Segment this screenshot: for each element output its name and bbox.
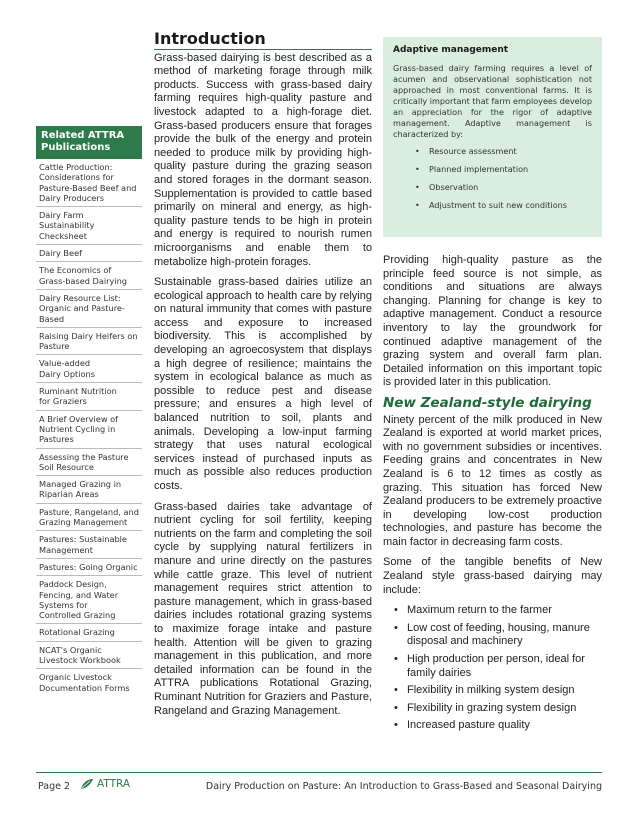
sidebar-item[interactable]: Rotational Grazing xyxy=(36,624,142,641)
sidebar-item[interactable]: Dairy Resource List: Organic and Pasture-Based xyxy=(36,290,142,328)
right-paragraph-3: Some of the tangible benefits of New Zealand style grass-based dairying may include: xyxy=(383,556,602,596)
benefit-item: • Flexibility in milking system design xyxy=(407,684,602,698)
sidebar-item[interactable]: Ruminant Nutrition for Graziers xyxy=(36,383,142,411)
intro-paragraph-2: Sustainable grass-based dairies utilize an ecological approach to health care by relying on natural immunity that comes with pasture access and exposure to increased biodiversity. This is accomplished by developing an agroecosystem that displays a high degree of resilience; maintains the system in ecological balance as much as possible to reduce pest and disease pressure; and ensures a high level of balanced nutrition to soil, plants and animals. Developing a low-input farming strategy that uses natural ecological services instead of purchased inputs as much as possible also reduces production costs. xyxy=(154,276,372,492)
sidebar-heading: Related ATTRA Publications xyxy=(36,126,142,159)
sidebar-item[interactable]: Raising Dairy Heifers on Pasture xyxy=(36,328,142,356)
main-column-left xyxy=(154,29,372,725)
sidebar-item[interactable]: Managed Grazing in Riparian Areas xyxy=(36,476,142,504)
benefit-item: • Low cost of feeding, housing, manure disposal and machinery xyxy=(407,622,602,649)
callout-list xyxy=(393,146,592,210)
sidebar-item[interactable]: Paddock Design, Fencing, and Water Systems for Controlled Grazing xyxy=(36,576,142,624)
sidebar-item[interactable]: Pastures: Going Organic xyxy=(36,559,142,576)
benefit-item: • Flexibility in grazing system design xyxy=(407,702,602,716)
footer-divider xyxy=(36,772,602,773)
publication-title: Dairy Production on Pasture: An Introduction to Grass-Based and Seasonal Dairying xyxy=(205,781,602,792)
page-number: Page 2 xyxy=(38,781,71,792)
sidebar-item[interactable]: The Economics of Grass-based Dairying xyxy=(36,262,142,290)
related-publications-sidebar xyxy=(36,126,142,696)
sidebar-item[interactable]: Pasture, Rangeland, and Grazing Management xyxy=(36,504,142,532)
right-paragraph-2: Ninety percent of the milk produced in New Zealand is exported at world market prices, with no government subsidies or incentives. Feeding grains and concentrates in New Zealand is 6 to 12 times as costly as grazing. This situation has forced New Zealand producers to be extremely proactive in developing low-cost production technologies, and pasture has become the main factor in decreasing farm costs. xyxy=(383,413,602,548)
callout-list-item: • Adjustment to suit new conditions xyxy=(429,200,592,210)
sidebar-item[interactable]: Cattle Production: Considerations for Pasture-Based Beef and Dairy Producers xyxy=(36,159,142,207)
callout-list-item: • Resource assessment xyxy=(429,146,592,156)
section-heading-new-zealand: New Zealand-style dairying xyxy=(383,394,592,411)
main-column-right xyxy=(383,254,602,737)
sidebar-item[interactable]: Pastures: Sustainable Management xyxy=(36,531,142,559)
callout-list-item: • Observation xyxy=(429,182,592,192)
sidebar-item[interactable]: NCAT's Organic Livestock Workbook xyxy=(36,642,142,670)
sidebar-item[interactable]: Dairy Beef xyxy=(36,245,142,262)
adaptive-management-callout xyxy=(383,37,602,237)
sidebar-item[interactable]: Assessing the Pasture Soil Resource xyxy=(36,449,142,477)
sidebar-list xyxy=(36,159,142,696)
callout-list-item: • Planned implementation xyxy=(429,164,592,174)
sidebar-item[interactable]: A Brief Overview of Nutrient Cycling in Pastures xyxy=(36,411,142,449)
sidebar-item[interactable]: Value-added Dairy Options xyxy=(36,355,142,383)
intro-paragraph-3: Grass-based dairies take advantage of nutrient cycling for soil fertility, keeping nutrients on the farm and completing the soil cycle by supplying natural fertilizers in manure and urine directly on the pastures while cattle graze. This level of nutrient management requires strict attention to pasture management, which in grass-based dairies includes rotational grazing systems to maximize forage intake and pasture health. Attention will be given to grazing management in this publication, and more detailed information can be found in the ATTRA publications Rotational Grazing, Ruminant Nutrition for Graziers and Pasture, Rangeland and Grazing Management. xyxy=(154,500,372,717)
callout-title: Adaptive management xyxy=(393,45,509,55)
benefits-list xyxy=(383,604,602,733)
section-heading-introduction: Introduction xyxy=(154,32,372,50)
logo-text: ATTRA xyxy=(97,778,131,790)
leaf-icon xyxy=(80,778,94,790)
sidebar-item[interactable]: Organic Livestock Documentation Forms xyxy=(39,672,130,693)
right-paragraph-1: Providing high-quality pasture as the principle feed source is not simple, as conditions and situations are always changing. Planning for change is key to adaptive management. Conduct a resource inventory to lay the groundwork for continued adaptive management of the grazing system and overall farm plan. Detailed information on this important topic is provided later in this publication. xyxy=(383,254,602,389)
benefit-item: • High production per person, ideal for family dairies xyxy=(407,653,602,680)
sidebar-item[interactable]: Dairy Farm Sustainability Checksheet xyxy=(36,207,142,245)
callout-body: Grass-based dairy farming requires a level of acumen and observational sophistication not approached in most conventional farms. It is critically important that farm employees develop an appreciation for the rigor of adaptive management. Adaptive management is characterized by: xyxy=(393,63,592,139)
benefit-item: • Increased pasture quality xyxy=(407,719,602,733)
benefit-item: • Maximum return to the farmer xyxy=(407,604,602,618)
intro-paragraph-1: Grass-based dairying is best described as a method of marketing forage through milk products. Success with grass-based dairy farming requires high-quality pasture and livestock adapted to a high-forage diet. Grass-based producers ensure that forages provide the bulk of the energy and protein needed to produce milk by providing high-quality pasture during the grazing season and stored forages in the dormant season. Supplementation is provided to cattle based primarily on mineral and energy, as high-quality pasture tends to be high in protein and energy is required to nourish rumen microorganisms and enable them to metabolize high-protein forages. xyxy=(154,51,372,268)
attra-logo xyxy=(80,778,130,790)
